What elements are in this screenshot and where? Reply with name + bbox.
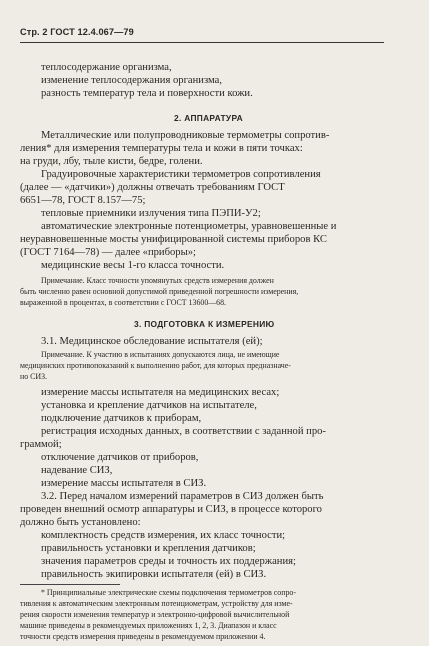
body-line: надевание СИЗ, [41,465,113,476]
body-line: разность температур тела и поверхности кожи. [41,88,253,99]
body-line: медицинские весы 1-го класса точности. [41,260,225,271]
body-line: 6651—78, ГОСТ 8.157—75; [20,195,146,206]
body-line: правильность экипировки испытателя (ей) в СИЗ. [41,569,267,580]
page-number: Стр. 2 [20,27,48,37]
page-header [20,27,134,37]
section-heading: 3. ПОДГОТОВКА К ИЗМЕРЕНИЮ [134,319,275,329]
body-line: проведен внешний осмотр аппаратуры и СИЗ, в процессе которого [20,504,322,515]
body-line: измерение массы испытателя в СИЗ. [41,478,207,489]
body-line: на груди, лбу, тыле кисти, бедре, голени. [20,156,203,167]
body-line: Металлические или полупроводниковые термометры сопротив- [41,130,330,141]
body-line: должно быть установлено: [20,517,141,528]
body-line: неуравновешенные мосты унифицированной системы приборов КС [20,234,327,245]
body-line: 3.1. Медицинское обследование испытателя (ей); [41,336,263,347]
body-line: подключение датчиков к приборам, [41,413,202,424]
footnote-line: точности средств измерения приведены в рекомендуемом приложении 4. [20,632,266,641]
body-line: 3.2. Перед началом измерений параметров в СИЗ должен быть [41,491,324,502]
body-line: ления* для измерения температуры тела и кожи в пяти точках: [20,143,303,154]
note-line: но СИЗ. [20,372,48,381]
note-line: Примечание. Класс точности упомянутых средств измерения должен [41,276,274,285]
section-heading: 2. АППАРАТУРА [174,113,243,123]
body-line: тепловые приемники излучения типа ПЭПИ-У2; [41,208,261,219]
note-line: Примечание. К участию в испытаниях допускаются лица, не имеющие [41,350,280,359]
body-line: (ГОСТ 7164—78) — далее «приборы»; [20,247,196,258]
body-line: комплектность средств измерения, их класс точности; [41,530,286,541]
footnote-rule [20,584,120,585]
footnote-line: * Принципиальные электрические схемы подключения термометров сопро- [41,588,296,597]
footnote-line: рения скорости изменения температур и электронно-цифровой вычислительной [20,610,290,619]
body-line: значения параметров среды и точность их поддержания; [41,556,296,567]
standard-number: ГОСТ 12.4.067—79 [50,27,134,37]
footnote-line: машине приведены в рекомендуемых приложениях 1, 2, 3. Диапазон и класс [20,621,277,630]
footnote-line: тивления к автоматическим электронным потенциометрам, устройству для изме- [20,599,293,608]
body-line: автоматические электронные потенциометры, уравновешенные и [41,221,337,232]
note-line: медицинских противопоказаний к выполнению работ, для которых предназначе- [20,361,291,370]
body-line: регистрация исходных данных, в соответствии с заданной про- [41,426,326,437]
body-line: Градуировочные характеристики термометров сопротивления [41,169,321,180]
body-line: установка и крепление датчиков на испытателе, [41,400,257,411]
body-line: теплосодержание организма, [41,62,172,73]
body-line: правильность установки и крепления датчиков; [41,543,256,554]
body-line: отключение датчиков от приборов, [41,452,199,463]
body-line: изменение теплосодержания организма, [41,75,222,86]
body-line: граммой; [20,439,62,450]
note-line: быть численно равен основной допустимой приведенной погрешности измерения, [20,287,299,296]
body-line: измерение массы испытателя на медицинских весах; [41,387,280,398]
note-line: выраженной в процентах, в соответствии с ГОСТ 13600—68. [20,298,227,307]
body-line: (далее — «датчики») должны отвечать требованиям ГОСТ [20,182,285,193]
header-rule [20,42,384,43]
